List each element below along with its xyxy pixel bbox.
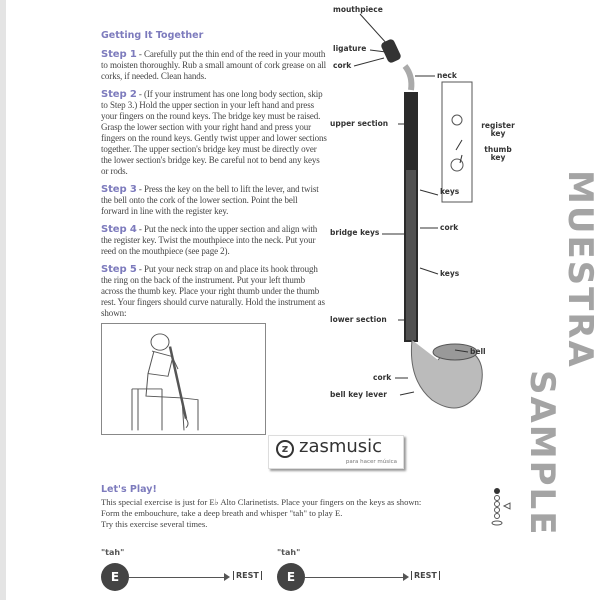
clarinet-drawing [380,38,482,408]
note-e: E [101,563,129,591]
zasmusic-logo [268,435,404,469]
label-cork: cork [333,61,352,70]
label-register-key: register key [481,121,515,138]
label-bell: bell [470,347,486,356]
label-mouthpiece: mouthpiece [333,5,383,14]
page-left-edge [0,0,6,600]
label-neck: neck [437,71,457,80]
label-cork: cork [373,373,392,382]
label-thumb-key: thumb key [484,145,512,162]
logo-name: zasmusic [299,436,383,457]
label-upper-section: upper section [330,119,389,128]
step-2: Step 2 - (If your instrument has one long body section, skip to Step 3.) Hold the upper section in your left hand and press your fingers on the round keys. The bridge key must be raised. Grasp the lower section with your right hand and press your fingers on the round keys. Gently twist upper and lower sections together. The upper section's bridge key must be directly over the lower section's bridge key. Be careful not to bend any keys or rods. [101,89,327,176]
logo-tagline: para hacer música [345,459,397,465]
label-bell-key-lever: bell key lever [330,390,387,399]
lets-play-text: This special exercise is just for E♭ Alto Clarinetists. Place your fingers on the keys as shown: Form the embouchure, take a deep breath and whisper "tah" to play E. Try this exercise several times. [101,497,422,529]
arrow-head-icon [224,573,230,581]
step-3: Step 3 - Press the key on the bell to lift the lever, and twist the bell onto the cork of the lower section. Point the bell forward in line with the register key. [101,184,319,216]
section-title: Getting It Together [101,30,204,41]
watermark-sample: SAMPLE [522,370,562,537]
step-5: Step 5 - Put your neck strap on and place its hook through the ring on the back of the instrument. Put your left thumb across the thumb key. Place your right thumb under the thumb rest. Your fingers should curve naturally. Hold the instrument as shown: [101,264,325,318]
arrow-head-icon [403,573,409,581]
step-4: Step 4 - Put the neck into the upper section and align with the register key. Twist the mouthpiece into the neck. Put your reed on the mouthpiece (see page 2). [101,224,318,256]
logo-z-icon: z [276,440,294,458]
player-illustration [101,323,266,435]
syllable-label: "tah" [101,548,125,557]
fingering-chart-icon [488,486,514,528]
duration-arrow [129,577,226,578]
lets-play-heading: Let's Play! [101,484,157,495]
rest-marker: REST [233,571,262,580]
label-ligature: ligature [333,44,367,53]
label-lower-section: lower section [330,315,387,324]
instructions-column [101,30,327,435]
watermark-muestra: MUESTRA [560,170,600,369]
label-bridge-keys: bridge keys [330,228,380,237]
step-1: Step 1 - Carefully put the thin end of the reed in your mouth to moisten thoroughly. Rub a small amount of cork grease on all corks, if needed. Clean hands. [101,49,327,81]
seated-player-drawing [102,324,265,434]
duration-arrow [305,577,405,578]
syllable-label: "tah" [277,548,301,557]
label-cork: cork [440,223,459,232]
label-keys: keys [440,187,460,196]
note-e: E [277,563,305,591]
label-keys: keys [440,269,460,278]
rest-marker: REST [411,571,440,580]
